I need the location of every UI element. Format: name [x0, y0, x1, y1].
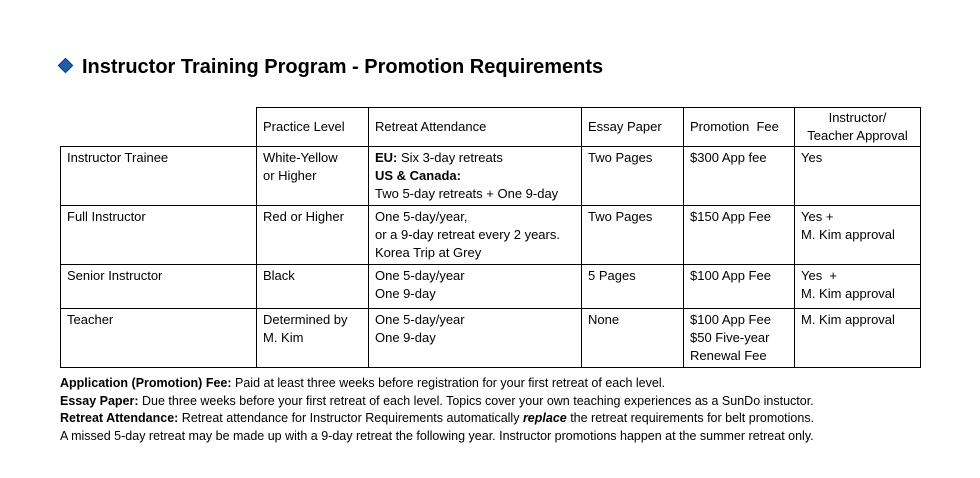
essay-cell: 5 Pages — [582, 265, 684, 309]
retreat-cell — [369, 206, 582, 265]
note-retreat-text-1: Retreat attendance for Instructor Requirements automatically — [178, 411, 523, 425]
retreat-line: One 5-day/year — [375, 268, 465, 283]
header-essay-paper: Essay Paper — [582, 108, 684, 147]
header-row — [61, 108, 921, 147]
fee-cell — [684, 147, 795, 206]
fee-line: $50 Five-year — [690, 330, 770, 345]
note-essay-text: Due three weeks before your first retreat of each level. Topics cover your own teaching experiences as a SunDo instuctor. — [138, 393, 814, 408]
table-row — [61, 206, 921, 265]
practice-line: M. Kim — [263, 330, 304, 345]
header-empty-cell — [61, 108, 257, 147]
header-promotion-fee-text: Promotion Fee — [690, 119, 779, 134]
retreat-eu-text: Six 3-day retreats — [397, 150, 503, 165]
table-row — [61, 147, 921, 206]
header-approval-line1: Instructor/ — [828, 110, 887, 125]
retreat-line: or a 9-day retreat every 2 years. — [375, 227, 560, 242]
approval-line: Yes — [801, 150, 823, 165]
practice-line: or Higher — [263, 168, 317, 183]
table-row — [61, 265, 921, 309]
note-fee — [60, 375, 814, 393]
retreat-line: Korea Trip at Grey — [375, 245, 482, 260]
fee-cell — [684, 206, 795, 265]
fee-cell — [684, 265, 795, 309]
retreat-us-label: US & Canada: — [375, 168, 461, 183]
note-fee-text: Paid at least three weeks before registration for your first retreat of each level. — [231, 376, 666, 390]
approval-line: M. Kim approval — [801, 286, 895, 301]
level-cell: Teacher — [61, 309, 257, 368]
practice-cell — [257, 265, 369, 309]
approval-cell — [795, 309, 921, 368]
note-fee-label: Application (Promotion) Fee: — [60, 376, 232, 390]
level-cell: Instructor Trainee — [61, 147, 257, 206]
retreat-line: One 9-day — [375, 330, 436, 345]
approval-line: M. Kim approval — [801, 312, 895, 327]
fee-line: $100 App Fee — [690, 268, 771, 283]
header-approval — [795, 108, 921, 147]
note-essay-label: Essay Paper: — [60, 393, 139, 408]
retreat-cell — [369, 147, 582, 206]
essay-cell: Two Pages — [582, 147, 684, 206]
page-title: Instructor Training Program - Promotion Requirements — [82, 56, 604, 78]
note-retreat-text-2: the retreat requirements for belt promotions. — [566, 411, 815, 425]
diamond-bullet-icon — [58, 58, 74, 74]
note-essay — [60, 393, 814, 411]
retreat-line — [375, 149, 575, 167]
requirements-table — [60, 107, 921, 368]
essay-cell: Two Pages — [582, 206, 684, 265]
essay-cell: None — [582, 309, 684, 368]
fee-line: Renewal Fee — [690, 348, 767, 363]
retreat-cell — [369, 309, 582, 368]
header-approval-line2: Teacher Approval — [807, 128, 908, 143]
header-promotion-fee — [684, 108, 795, 147]
practice-cell — [257, 206, 369, 265]
note-retreat — [60, 410, 814, 428]
fee-cell — [684, 309, 795, 368]
retreat-cell — [369, 265, 582, 309]
practice-line: Determined by — [263, 312, 348, 327]
note-missed-retreat: A missed 5-day retreat may be made up with a 9-day retreat the following year. Instructor promotions happen at the summer retreat only. — [60, 428, 814, 443]
fee-line: $150 App Fee — [690, 209, 771, 224]
approval-cell — [795, 206, 921, 265]
practice-cell — [257, 147, 369, 206]
approval-line: Yes + — [801, 209, 834, 224]
header-retreat-attendance: Retreat Attendance — [369, 108, 582, 147]
retreat-line: One 5-day/year — [375, 312, 465, 327]
approval-line: M. Kim approval — [801, 227, 895, 242]
fee-line: $300 App fee — [690, 150, 767, 165]
retreat-line: One 5-day/year, — [375, 209, 468, 224]
retreat-us-text: Two 5-day retreats + One 9-day — [375, 186, 559, 201]
practice-line: Red or Higher — [263, 209, 344, 224]
title-row — [60, 56, 603, 79]
notes-section — [60, 375, 814, 445]
note-retreat-label: Retreat Attendance: — [60, 411, 179, 425]
retreat-line: One 9-day — [375, 286, 436, 301]
approval-line: Yes + — [801, 268, 838, 283]
practice-line: Black — [263, 268, 295, 283]
level-cell: Senior Instructor — [61, 265, 257, 309]
table-row — [61, 309, 921, 368]
retreat-eu-label: EU: — [375, 150, 398, 165]
note-retreat-emphasis: replace — [522, 411, 567, 425]
approval-cell — [795, 147, 921, 206]
practice-cell — [257, 309, 369, 368]
practice-line: White-Yellow — [263, 150, 338, 165]
level-cell: Full Instructor — [61, 206, 257, 265]
header-practice-level: Practice Level — [257, 108, 369, 147]
fee-line: $100 App Fee — [690, 312, 771, 327]
approval-cell — [795, 265, 921, 309]
